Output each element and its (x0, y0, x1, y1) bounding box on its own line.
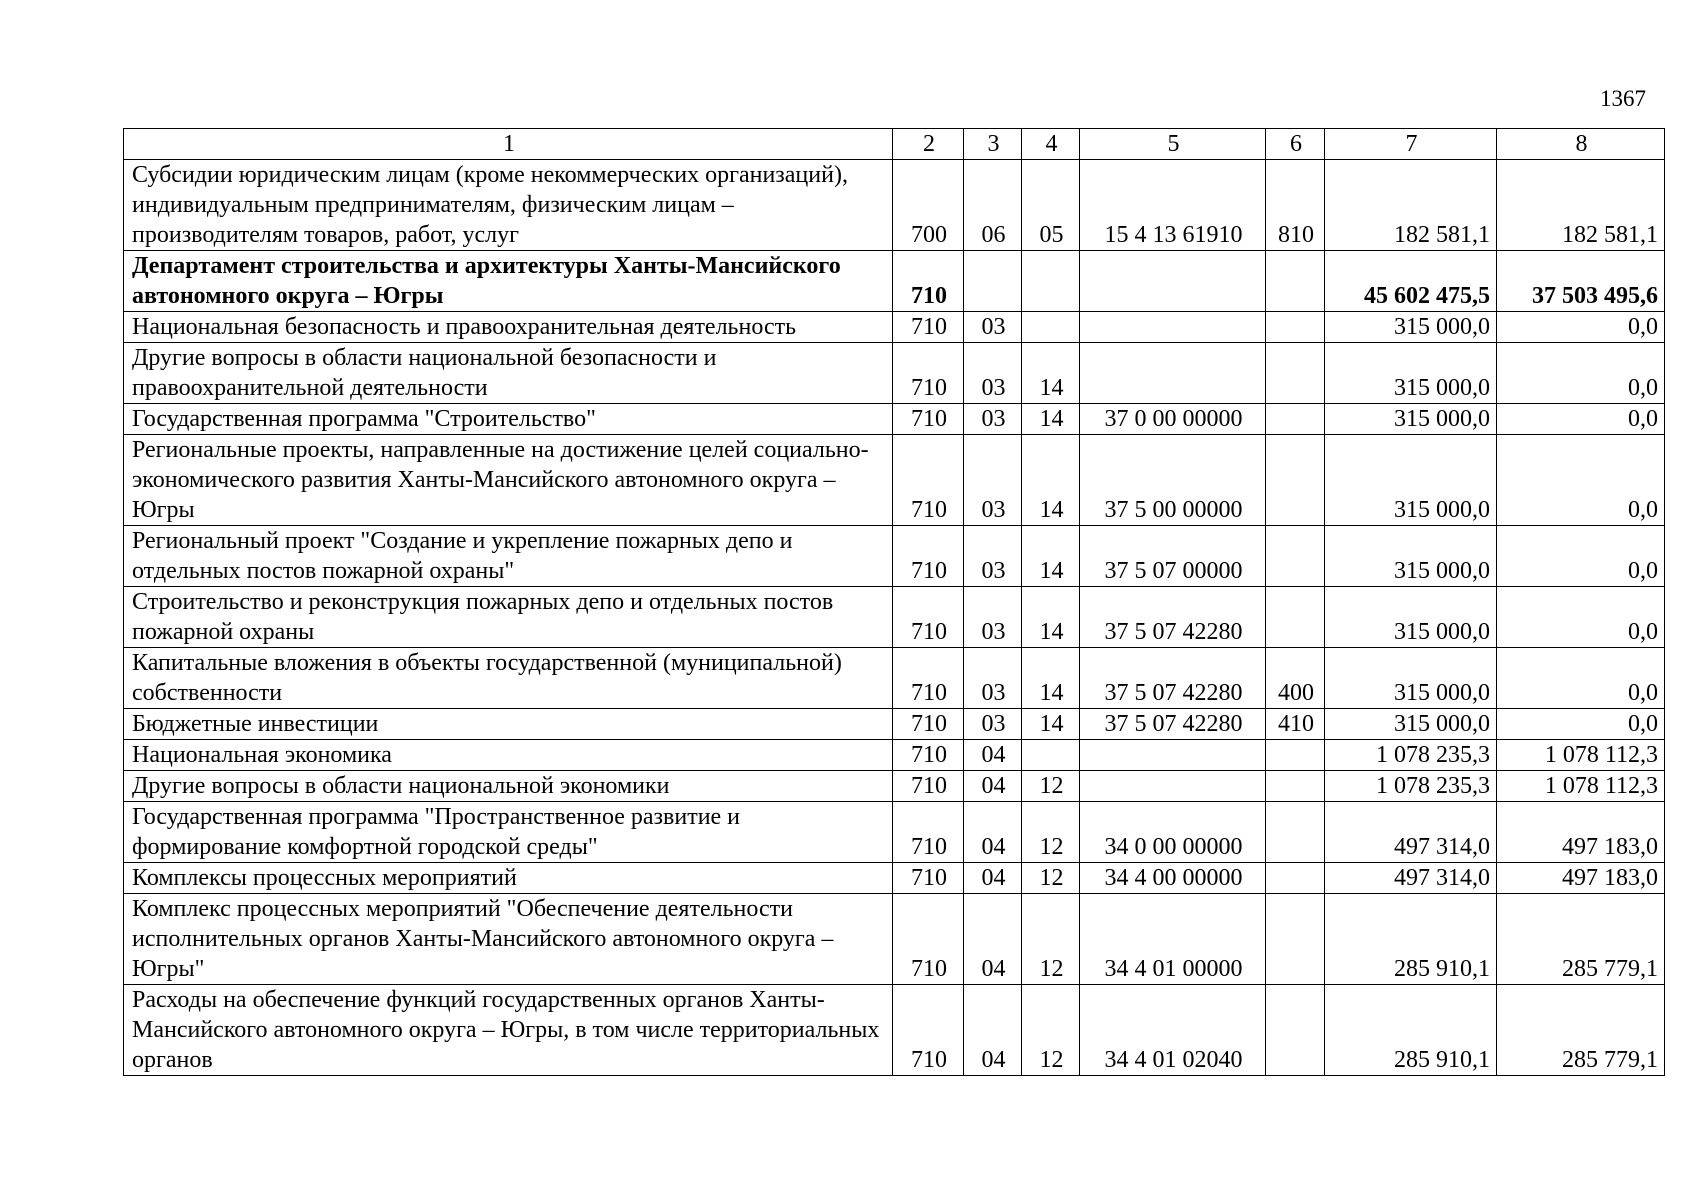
cell-pr: 14 (1022, 526, 1080, 587)
cell-ved: 710 (893, 802, 964, 863)
cell-sum-2: 0,0 (1497, 312, 1665, 343)
cell-sum-2: 497 183,0 (1497, 863, 1665, 894)
cell-rz: 04 (964, 740, 1022, 771)
table-row (124, 740, 1665, 771)
cell-vr (1266, 985, 1325, 1076)
cell-pr (1022, 740, 1080, 771)
cell-sum-2: 0,0 (1497, 648, 1665, 709)
header-col-4: 4 (1022, 129, 1080, 160)
cell-sum-1: 285 910,1 (1325, 985, 1497, 1076)
cell-name: Бюджетные инвестиции (124, 709, 893, 740)
cell-pr: 14 (1022, 648, 1080, 709)
cell-ved: 710 (893, 251, 964, 312)
cell-rz: 04 (964, 985, 1022, 1076)
cell-pr (1022, 312, 1080, 343)
cell-csr (1080, 251, 1266, 312)
cell-vr (1266, 251, 1325, 312)
cell-csr (1080, 740, 1266, 771)
table-row (124, 863, 1665, 894)
cell-sum-1: 45 602 475,5 (1325, 251, 1497, 312)
cell-name: Другие вопросы в области национальной безопасности и правоохранительной деятельности (124, 343, 893, 404)
cell-pr: 14 (1022, 587, 1080, 648)
cell-vr (1266, 312, 1325, 343)
cell-ved: 710 (893, 985, 964, 1076)
cell-sum-2: 0,0 (1497, 709, 1665, 740)
cell-sum-2: 182 581,1 (1497, 160, 1665, 251)
cell-sum-2: 285 779,1 (1497, 894, 1665, 985)
cell-sum-2: 0,0 (1497, 587, 1665, 648)
cell-pr: 12 (1022, 985, 1080, 1076)
cell-sum-2: 0,0 (1497, 435, 1665, 526)
header-col-2: 2 (893, 129, 964, 160)
cell-sum-1: 1 078 235,3 (1325, 771, 1497, 802)
cell-ved: 710 (893, 343, 964, 404)
cell-sum-1: 315 000,0 (1325, 587, 1497, 648)
cell-pr: 14 (1022, 404, 1080, 435)
cell-name: Департамент строительства и архитектуры Ханты-Мансийского автономного округа – Югры (124, 251, 893, 312)
cell-name: Другие вопросы в области национальной экономики (124, 771, 893, 802)
table-row (124, 771, 1665, 802)
table-row (124, 160, 1665, 251)
cell-vr (1266, 802, 1325, 863)
cell-pr: 12 (1022, 802, 1080, 863)
cell-csr: 34 4 00 00000 (1080, 863, 1266, 894)
cell-rz: 04 (964, 771, 1022, 802)
cell-sum-2: 0,0 (1497, 526, 1665, 587)
cell-sum-2: 285 779,1 (1497, 985, 1665, 1076)
cell-vr (1266, 587, 1325, 648)
cell-ved: 710 (893, 771, 964, 802)
cell-vr: 400 (1266, 648, 1325, 709)
table-row (124, 648, 1665, 709)
cell-sum-2: 1 078 112,3 (1497, 771, 1665, 802)
cell-pr: 14 (1022, 709, 1080, 740)
cell-csr (1080, 343, 1266, 404)
cell-pr: 14 (1022, 435, 1080, 526)
table-row (124, 312, 1665, 343)
cell-ved: 710 (893, 435, 964, 526)
cell-name: Комплексы процессных мероприятий (124, 863, 893, 894)
cell-sum-2: 1 078 112,3 (1497, 740, 1665, 771)
header-row (124, 129, 1665, 160)
cell-rz: 03 (964, 587, 1022, 648)
cell-name: Региональные проекты, направленные на достижение целей социально-экономического развития Ханты-Мансийского автономного округа – Югры (124, 435, 893, 526)
cell-ved: 710 (893, 312, 964, 343)
cell-sum-1: 315 000,0 (1325, 648, 1497, 709)
cell-sum-1: 315 000,0 (1325, 312, 1497, 343)
cell-rz: 04 (964, 802, 1022, 863)
header-col-6: 6 (1266, 129, 1325, 160)
cell-sum-1: 1 078 235,3 (1325, 740, 1497, 771)
cell-vr (1266, 771, 1325, 802)
header-col-1: 1 (124, 129, 893, 160)
cell-csr: 37 5 07 00000 (1080, 526, 1266, 587)
cell-vr (1266, 740, 1325, 771)
cell-ved: 710 (893, 740, 964, 771)
cell-csr: 37 5 07 42280 (1080, 709, 1266, 740)
budget-table (123, 128, 1665, 1076)
cell-vr (1266, 894, 1325, 985)
cell-csr: 37 5 00 00000 (1080, 435, 1266, 526)
cell-sum-1: 315 000,0 (1325, 709, 1497, 740)
cell-csr: 34 4 01 00000 (1080, 894, 1266, 985)
cell-rz: 06 (964, 160, 1022, 251)
cell-sum-1: 315 000,0 (1325, 343, 1497, 404)
cell-sum-1: 285 910,1 (1325, 894, 1497, 985)
table-row (124, 526, 1665, 587)
cell-sum-1: 182 581,1 (1325, 160, 1497, 251)
table-row (124, 404, 1665, 435)
cell-sum-2: 497 183,0 (1497, 802, 1665, 863)
cell-csr: 37 5 07 42280 (1080, 648, 1266, 709)
cell-vr (1266, 526, 1325, 587)
cell-ved: 710 (893, 404, 964, 435)
cell-rz: 03 (964, 526, 1022, 587)
table-row (124, 709, 1665, 740)
cell-vr: 410 (1266, 709, 1325, 740)
cell-csr: 37 0 00 00000 (1080, 404, 1266, 435)
cell-csr (1080, 771, 1266, 802)
cell-name: Расходы на обеспечение функций государственных органов Ханты-Мансийского автономного округа – Югры, в том числе территориальных органов (124, 985, 893, 1076)
cell-csr: 34 4 01 02040 (1080, 985, 1266, 1076)
cell-ved: 710 (893, 648, 964, 709)
cell-vr: 810 (1266, 160, 1325, 251)
cell-csr (1080, 312, 1266, 343)
cell-sum-1: 497 314,0 (1325, 802, 1497, 863)
cell-name: Капитальные вложения в объекты государственной (муниципальной) собственности (124, 648, 893, 709)
cell-rz: 04 (964, 863, 1022, 894)
table-row (124, 343, 1665, 404)
cell-pr: 12 (1022, 863, 1080, 894)
cell-sum-1: 315 000,0 (1325, 404, 1497, 435)
cell-ved: 700 (893, 160, 964, 251)
cell-pr: 12 (1022, 771, 1080, 802)
table-row (124, 251, 1665, 312)
table-body (124, 160, 1665, 1076)
cell-vr (1266, 404, 1325, 435)
cell-name: Государственная программа "Строительство" (124, 404, 893, 435)
cell-name: Региональный проект "Создание и укрепление пожарных депо и отдельных постов пожарной охраны" (124, 526, 893, 587)
cell-rz: 03 (964, 709, 1022, 740)
table-row (124, 894, 1665, 985)
cell-pr: 05 (1022, 160, 1080, 251)
cell-sum-1: 497 314,0 (1325, 863, 1497, 894)
cell-sum-1: 315 000,0 (1325, 435, 1497, 526)
cell-pr: 12 (1022, 894, 1080, 985)
cell-ved: 710 (893, 863, 964, 894)
cell-name: Национальная экономика (124, 740, 893, 771)
table-row (124, 587, 1665, 648)
page-number: 1367 (1600, 86, 1646, 111)
cell-pr: 14 (1022, 343, 1080, 404)
cell-ved: 710 (893, 526, 964, 587)
cell-pr (1022, 251, 1080, 312)
cell-vr (1266, 435, 1325, 526)
cell-csr: 34 0 00 00000 (1080, 802, 1266, 863)
header-col-7: 7 (1325, 129, 1497, 160)
cell-rz (964, 251, 1022, 312)
cell-rz: 03 (964, 343, 1022, 404)
cell-csr: 15 4 13 61910 (1080, 160, 1266, 251)
cell-vr (1266, 863, 1325, 894)
cell-name: Национальная безопасность и правоохранительная деятельность (124, 312, 893, 343)
header-col-3: 3 (964, 129, 1022, 160)
cell-ved: 710 (893, 894, 964, 985)
table-row (124, 802, 1665, 863)
header-col-8: 8 (1497, 129, 1665, 160)
cell-rz: 04 (964, 894, 1022, 985)
cell-rz: 03 (964, 435, 1022, 526)
cell-rz: 03 (964, 404, 1022, 435)
cell-name: Строительство и реконструкция пожарных депо и отдельных постов пожарной охраны (124, 587, 893, 648)
cell-ved: 710 (893, 587, 964, 648)
cell-sum-1: 315 000,0 (1325, 526, 1497, 587)
cell-ved: 710 (893, 709, 964, 740)
cell-sum-2: 0,0 (1497, 343, 1665, 404)
cell-name: Комплекс процессных мероприятий "Обеспечение деятельности исполнительных органов Ханты-Мансийского автономного округа – Югры" (124, 894, 893, 985)
cell-sum-2: 37 503 495,6 (1497, 251, 1665, 312)
cell-vr (1266, 343, 1325, 404)
cell-csr: 37 5 07 42280 (1080, 587, 1266, 648)
header-col-5: 5 (1080, 129, 1266, 160)
cell-name: Субсидии юридическим лицам (кроме некоммерческих организаций), индивидуальным предпринимателям, физическим лицам – производителям товаров, работ, услуг (124, 160, 893, 251)
cell-rz: 03 (964, 312, 1022, 343)
table-row (124, 985, 1665, 1076)
cell-sum-2: 0,0 (1497, 404, 1665, 435)
cell-rz: 03 (964, 648, 1022, 709)
table-row (124, 435, 1665, 526)
cell-name: Государственная программа "Пространственное развитие и формирование комфортной городской среды" (124, 802, 893, 863)
